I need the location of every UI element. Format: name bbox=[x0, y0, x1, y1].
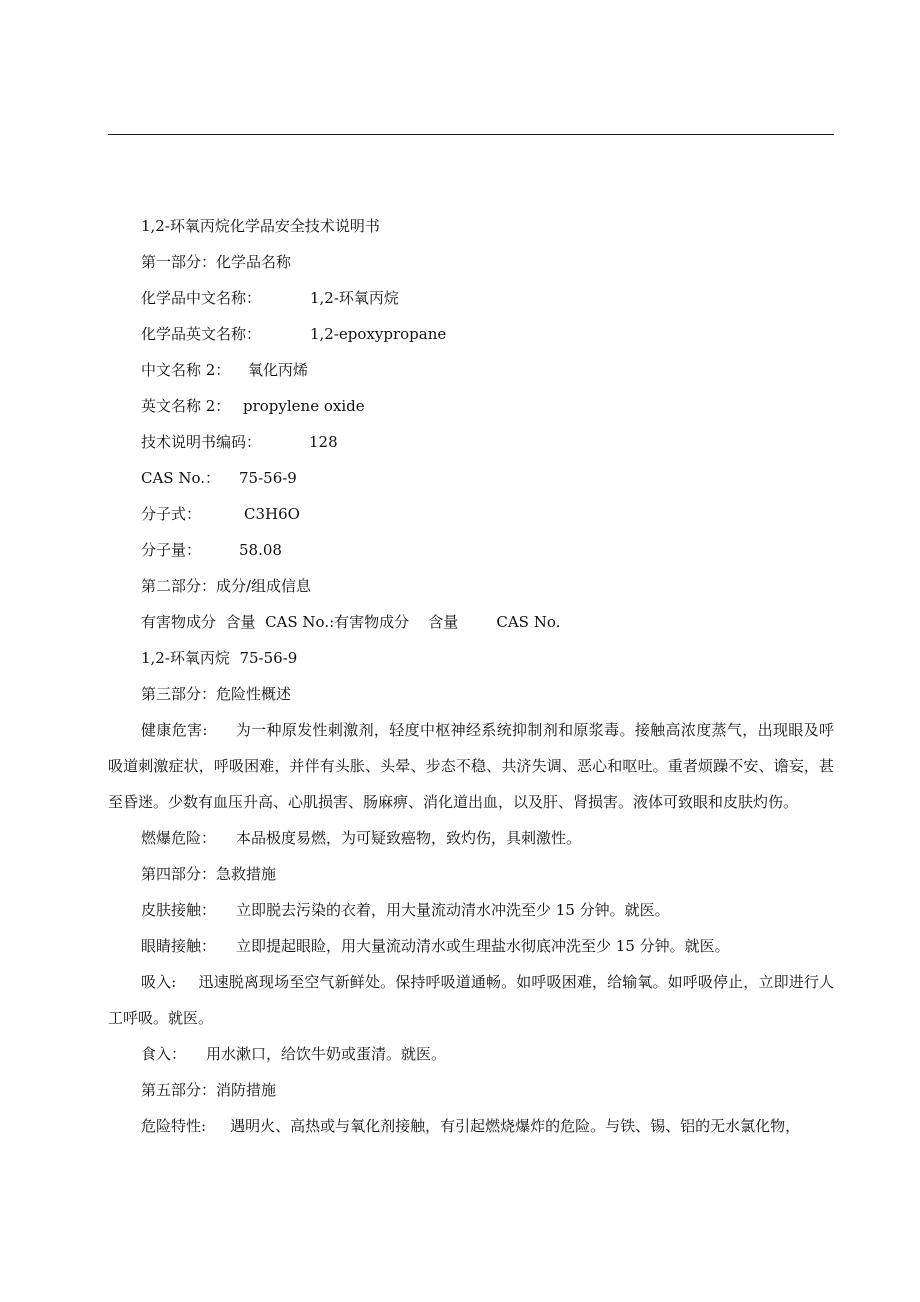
field-label: CAS No.： bbox=[141, 469, 221, 487]
eye-contact-label: 眼睛接触： bbox=[141, 937, 217, 955]
hazard-properties-paragraph bbox=[108, 1108, 834, 1144]
section1-heading: 第一部分：化学品名称 bbox=[141, 253, 292, 271]
section4-heading: 第四部分：急救措施 bbox=[141, 865, 277, 883]
field-value: 128 bbox=[309, 433, 338, 451]
inhalation-paragraph bbox=[108, 964, 834, 1036]
field-label: 分子式： bbox=[141, 505, 202, 523]
eye-contact-text: 立即提起眼睑，用大量流动清水或生理盐水彻底冲洗至少 15 分钟。就医。 bbox=[236, 937, 730, 955]
eye-contact-paragraph bbox=[108, 928, 834, 964]
skin-contact-label: 皮肤接触： bbox=[141, 901, 217, 919]
health-hazard-label: 健康危害: bbox=[141, 721, 208, 739]
field-label: 技术说明书编码： bbox=[141, 433, 262, 451]
document-title: 1,2-环氧丙烷化学品安全技术说明书 bbox=[141, 217, 380, 235]
composition-row: 1,2-环氧丙烷 75-56-9 bbox=[141, 649, 298, 667]
field-label: 英文名称 2： bbox=[141, 397, 231, 415]
inhalation-label: 吸入: bbox=[141, 973, 177, 991]
section5-heading: 第五部分：消防措施 bbox=[141, 1081, 277, 1099]
ingestion-paragraph bbox=[108, 1036, 834, 1072]
field-value: 75-56-9 bbox=[239, 469, 297, 487]
field-label: 中文名称 2： bbox=[141, 361, 231, 379]
fire-hazard-text: 本品极度易燃，为可疑致癌物，致灼伤，具刺激性。 bbox=[236, 829, 582, 847]
ingestion-label: 食入： bbox=[141, 1045, 187, 1063]
field-cas bbox=[108, 460, 834, 496]
hazard-properties-text: 遇明火、高热或与氧化剂接触，有引起燃烧爆炸的危险。与铁、锡、铝的无水氯化物， bbox=[230, 1117, 801, 1135]
field-value: 氧化丙烯 bbox=[248, 361, 309, 379]
health-hazard-text: 为一种原发性刺激剂，轻度中枢神经系统抑制剂和原浆毒。接触高浓度蒸气，出现眼及呼吸道刺激症状，呼吸困难，并伴有头胀、头晕、步态不稳、共济失调、恶心和呕吐。重者烦躁不安、谵妄，甚至昏迷。少数有血压升高、心肌损害、肠麻痹、消化道出血，以及肝、肾损害。液体可致眼和皮肤灼伤。 bbox=[108, 721, 834, 811]
composition-table-header: 有害物成分 含量 CAS No.:有害物成分 含量 CAS No. bbox=[141, 613, 561, 631]
field-cn-name bbox=[108, 280, 834, 316]
field-value: C3H6O bbox=[244, 505, 300, 523]
field-value: 1,2-环氧丙烷 bbox=[310, 289, 399, 307]
hazard-properties-label: 危险特性: bbox=[141, 1117, 207, 1135]
field-formula bbox=[108, 496, 834, 532]
field-label: 分子量： bbox=[141, 541, 202, 559]
field-label: 化学品中文名称： bbox=[141, 289, 262, 307]
document-body bbox=[108, 208, 834, 1144]
field-mw bbox=[108, 532, 834, 568]
fire-hazard-label: 燃爆危险： bbox=[141, 829, 217, 847]
header-rule bbox=[108, 134, 834, 135]
field-en-name2 bbox=[108, 388, 834, 424]
field-value: 58.08 bbox=[239, 541, 282, 559]
field-cn-name2 bbox=[108, 352, 834, 388]
section2-heading: 第二部分：成分/组成信息 bbox=[141, 577, 312, 595]
skin-contact-text: 立即脱去污染的衣着，用大量流动清水冲洗至少 15 分钟。就医。 bbox=[236, 901, 670, 919]
field-value: 1,2-epoxypropane bbox=[310, 325, 447, 343]
field-label: 化学品英文名称： bbox=[141, 325, 262, 343]
inhalation-text: 迅速脱离现场至空气新鲜处。保持呼吸道通畅。如呼吸困难，给输氧。如呼吸停止，立即进行人工呼吸。就医。 bbox=[108, 973, 834, 1027]
skin-contact-paragraph bbox=[108, 892, 834, 928]
field-value: propylene oxide bbox=[243, 397, 365, 415]
ingestion-text: 用水漱口，给饮牛奶或蛋清。就医。 bbox=[206, 1045, 447, 1063]
section3-heading: 第三部分：危险性概述 bbox=[141, 685, 292, 703]
field-en-name bbox=[108, 316, 834, 352]
field-code bbox=[108, 424, 834, 460]
fire-hazard-paragraph bbox=[108, 820, 834, 856]
health-hazard-paragraph bbox=[108, 712, 834, 820]
